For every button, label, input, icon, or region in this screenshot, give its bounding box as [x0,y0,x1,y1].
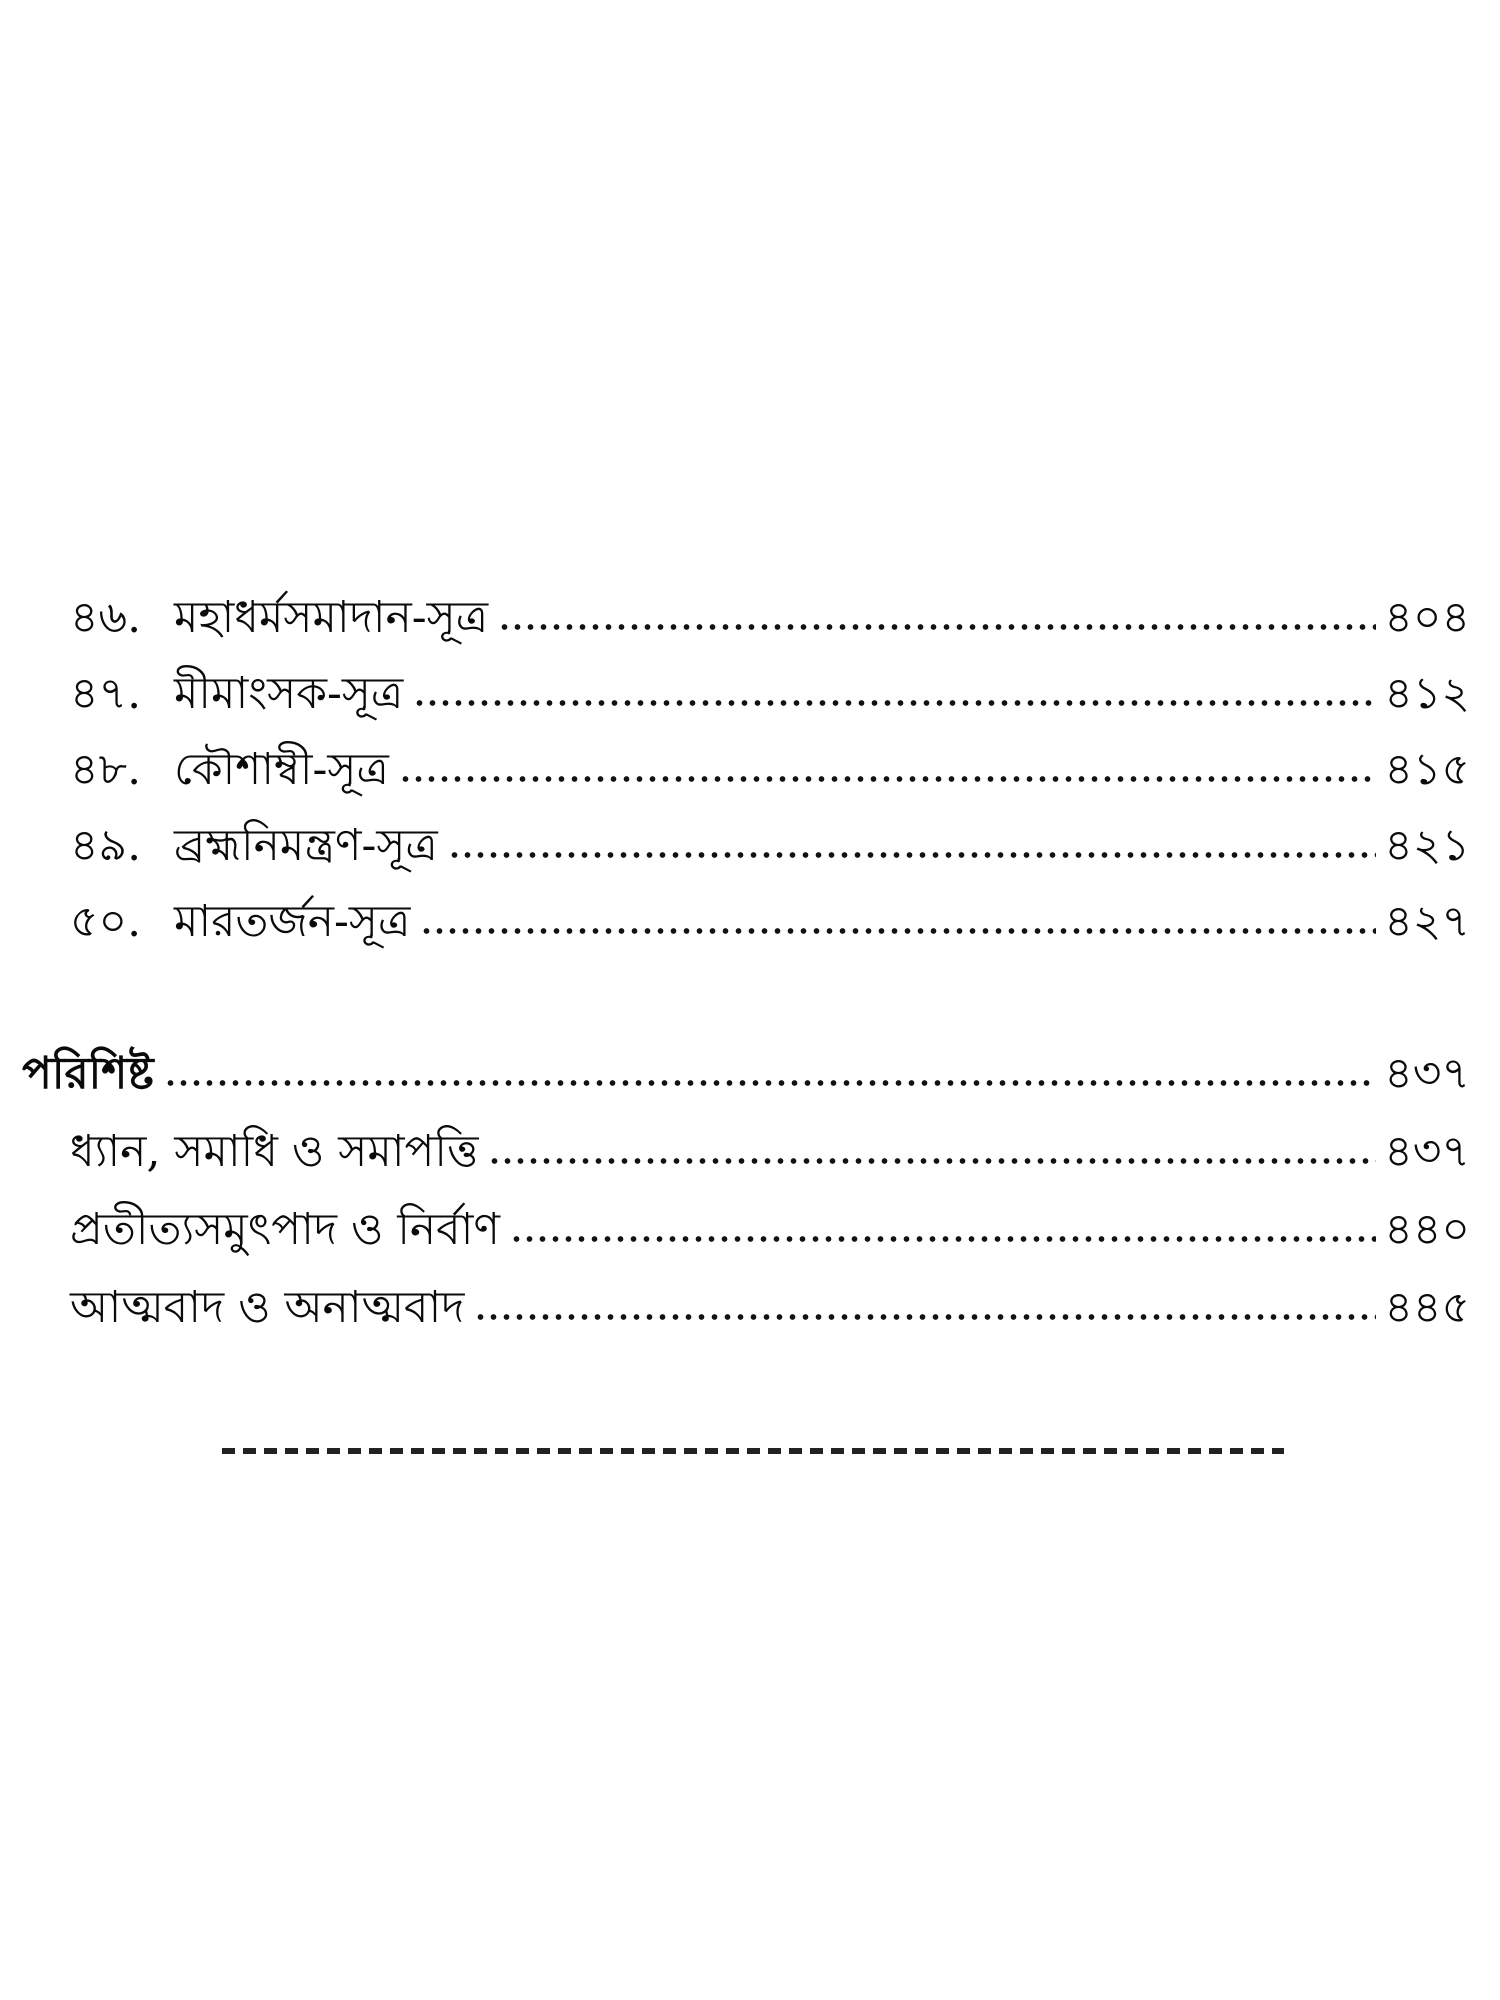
entry-title: মহাধর্মসমাদান-সূত্র [174,592,489,643]
dot-leader [399,772,1377,786]
entry-title: মীমাংসক-সূত্র [174,668,404,719]
toc-appendix-heading [22,1016,1470,1099]
appendix-item-page-number: ৪৪৫ [1384,1282,1470,1333]
toc-entry-47 [70,636,1470,719]
entry-title: কৌশাম্বী-সূত্র [174,744,389,795]
toc-entry-50 [70,864,1470,947]
toc-appendix-item [70,1094,1470,1177]
dot-leader [510,1232,1376,1246]
appendix-item-page-number: ৪৪০ [1384,1204,1470,1255]
entry-page-number: ৪১২ [1384,668,1470,719]
entry-number: ৪৭. [70,668,142,719]
entry-page-number: ৪১৫ [1384,744,1470,795]
appendix-item-title: প্রতীত্যসমুৎপাদ ও নির্বাণ [70,1204,501,1255]
entry-title: মারতর্জন-সূত্র [174,896,411,947]
toc-appendix-item [70,1250,1470,1333]
entry-number: ৪৯. [70,820,142,871]
dot-leader [498,620,1376,634]
toc-entry-49 [70,788,1470,871]
toc-entry-48 [70,712,1470,795]
appendix-item-title: ধ্যান, সমাধি ও সমাপত্তি [70,1126,479,1177]
entry-number: ৪৬. [70,592,142,643]
dashed-separator-rule [222,1448,1284,1454]
dot-leader [448,848,1377,862]
entry-title: ব্রহ্মনিমন্ত্রণ-সূত্র [174,820,438,871]
appendix-item-title: আত্মবাদ ও অনাত্মবাদ [70,1282,465,1333]
toc-entry-46 [70,560,1470,643]
toc-appendix-item [70,1172,1470,1255]
entry-page-number: ৪২১ [1384,820,1470,871]
entry-page-number: ৪২৭ [1384,896,1470,947]
appendix-item-page-number: ৪৩৭ [1384,1126,1470,1177]
appendix-title: পরিশিষ্ট [22,1048,154,1099]
dot-leader [164,1076,1377,1090]
entry-number: ৫০. [70,896,142,947]
entry-page-number: ৪০৪ [1384,592,1470,643]
dot-leader [420,924,1376,938]
appendix-page-number: ৪৩৭ [1384,1048,1470,1099]
dot-leader [413,696,1376,710]
entry-number: ৪৮. [70,744,142,795]
dot-leader [488,1154,1376,1168]
dot-leader [474,1310,1376,1324]
